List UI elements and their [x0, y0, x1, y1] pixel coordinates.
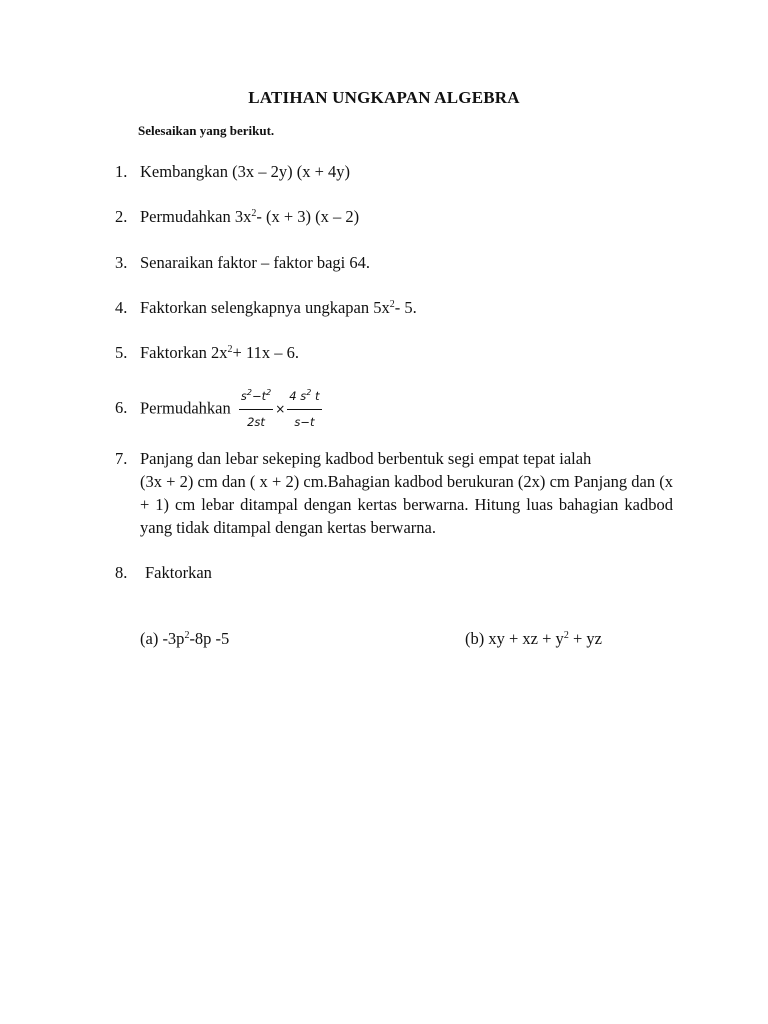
- fraction-2-numerator: 4 $s^2$ t: [287, 385, 321, 410]
- question-7-line-1: Panjang dan lebar sekeping kadbod berbentuk segi empat tepat ialah: [140, 449, 592, 468]
- fraction-1: [239, 385, 273, 434]
- question-6: [115, 385, 322, 434]
- fraction-1-numerator: $s^2-t^2$: [239, 385, 273, 410]
- question-8a: (a) $-3p^2-8p$ -5: [140, 629, 230, 648]
- question-number: 1.: [115, 162, 128, 181]
- exponent: 2: [184, 630, 190, 641]
- question-7: [115, 447, 675, 537]
- question-5: [115, 341, 299, 364]
- fraction-expression: [239, 385, 322, 434]
- instruction-text: Selesaikan yang berikut.: [138, 123, 275, 138]
- question-text: Senaraikan faktor – faktor bagi 64.: [140, 253, 371, 272]
- times-sign: ×: [275, 402, 286, 416]
- question-text: Faktorkan $2x^2+ 11x - 6$.: [140, 343, 299, 362]
- question-8b: (b) xy + xz + $y^2$ + yz: [465, 629, 602, 648]
- fraction-2-denominator: s−t: [294, 415, 315, 429]
- question-number: 5.: [115, 343, 128, 362]
- question-text: Faktorkan selengkapnya ungkapan $5x^2-$ 5.: [140, 298, 417, 317]
- exponent: 2: [227, 344, 233, 355]
- question-text: Permudahkan: [140, 398, 231, 418]
- question-number: 6.: [115, 398, 128, 418]
- question-4: [115, 296, 417, 319]
- fraction-2: [287, 385, 321, 434]
- question-2: [115, 205, 359, 228]
- question-text: Kembangkan (3x – 2y) (x + 4y): [140, 162, 351, 181]
- question-text: Faktorkan: [145, 563, 212, 582]
- question-text: Permudahkan $3x^2-$ (x + 3) (x – 2): [140, 207, 360, 226]
- question-3: [115, 251, 370, 274]
- exponent: 2: [563, 630, 569, 641]
- question-text: [140, 447, 673, 539]
- question-8: [115, 561, 212, 584]
- exponent: 2: [389, 299, 395, 310]
- worksheet-title: LATIHAN UNGKAPAN ALGEBRA: [248, 88, 520, 107]
- fraction-1-denominator: 2st: [247, 415, 265, 429]
- question-number: 2.: [115, 207, 128, 226]
- question-number: 8.: [115, 563, 128, 582]
- question-number: 3.: [115, 253, 128, 272]
- exponent: 2: [251, 208, 257, 219]
- question-1: [115, 160, 350, 183]
- question-number: 7.: [115, 449, 128, 468]
- question-number: 4.: [115, 298, 128, 317]
- question-7-rest: (3x + 2) cm dan ( x + 2) cm.Bahagian kadbod berukuran (2x) cm Panjang dan (x + 1) cm lebar ditampal dengan kertas berwarna. Hitung luas bahagian kadbod yang tidak ditampal dengan kertas berwarna.: [140, 472, 673, 537]
